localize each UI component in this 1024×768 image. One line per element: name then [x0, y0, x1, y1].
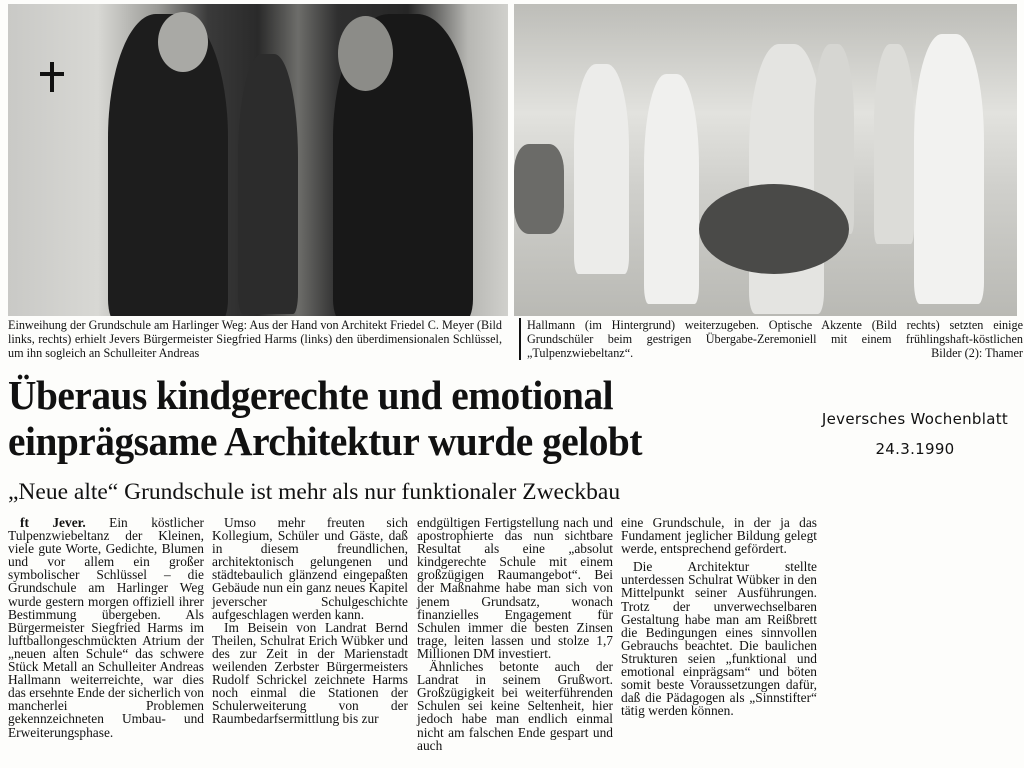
article-column-1: [8, 516, 204, 739]
paragraph: ft Jever. Ein köstlicher Tulpenzwiebeltanz der Kleinen, viele gute Worte, Gedichte, Blumen und vor allem ein großer symbolischer Schlüssel – die Grundschule am Harlinger Weg wurde gestern morgen offiziell ihrer Bestimmung übergeben. Als Bürgermeister Siegfried Harms im luftballongeschmückten Atrium der „neuen alten Schule“ das schwere Stück Metall an Schulleiter Andreas Hallmann weiterreichte, war dies das ersehnte Ende der sicherlich von mancherlei Problemen gekennzeichneten Umbau- und Erweiterungsphase.: [8, 515, 204, 740]
photo-key-handover: [8, 4, 508, 316]
figure-headmaster: [238, 54, 298, 314]
handwritten-source-note: [820, 404, 1010, 464]
dateline: ft Jever.: [20, 515, 86, 530]
paragraph: Ähnliches betonte auch der Landrat in seinem Grußwort. Großzügigkeit bei weiterführenden Schulen sei keine Seltenheit, hier jedoch habe man endlich einmal nicht am falschen Ende gespart und auch: [417, 659, 613, 753]
article-column-2: [212, 516, 408, 726]
photo-credit: Bilder (2): Thamer: [931, 346, 1023, 360]
handwritten-source: Jeversches Wochenblatt: [821, 410, 1009, 428]
child-dancer: [874, 44, 914, 244]
child-dancer: [749, 44, 824, 314]
crouching-children: [699, 184, 849, 274]
paragraph: Im Beisein von Landrat Bernd Theilen, Schulrat Erich Wübker und des zur Zeit in der Marienstadt weilenden Zerbster Bürgermeisters Rudolf Schrickel zeichnete Harms noch einmal die Stationen der Schulerweiterung von der Raumbedarfsermittlung bis zur: [212, 619, 408, 727]
seated-audience: [514, 144, 564, 234]
caption-right-text: Hallmann (im Hintergrund) weiterzugeben. Optische Akzente (Bild rechts) setzten einige Grundschüler beim gestrigen Übergabe-Zeremoniell mit einem frühlingshaft-köstlichen „Tulpenzwiebeltanz“.: [527, 318, 1023, 360]
photo-caption-right: [519, 318, 1023, 360]
article-subheadline: „Neue alte“ Grundschule ist mehr als nur funktionaler Zweckbau: [8, 479, 621, 505]
photo-caption-left: Einweihung der Grundschule am Harlinger Weg: Aus der Hand von Architekt Friedel C. Meyer (Bild links, rechts) erhielt Jevers Bürgermeister Siegfried Harms (links) den überdimensionalen Schlüssel, um ihn sogleich an Schulleiter Andreas: [8, 318, 502, 360]
handwritten-date: 24.3.1990: [875, 440, 955, 458]
headline-line-2: einprägsame Architektur wurde gelobt: [8, 418, 642, 464]
face-mayor: [158, 12, 208, 72]
paragraph: Umso mehr freuten sich Kollegium, Schüler und Gäste, daß in diesem freundlichen, architektonisch gelungenen und städtebaulich glänzend eingepaßten Gebäude nun ein ganz neues Kapitel jeverscher Schulgeschichte aufgeschlagen werden kann.: [212, 515, 408, 622]
headline-line-1: Überaus kindgerechte und emotional: [8, 372, 614, 418]
face-architect: [338, 16, 393, 91]
photo-tulip-dance: [514, 4, 1017, 316]
child-dancer: [914, 34, 984, 304]
paragraph: Die Architektur stellte unterdessen Schulrat Wübker in den Mittelpunkt seiner Ausführungen. Trotz der unverwechselbaren Gestaltung habe man am Reißbrett die Bedingungen eines sinnvollen Gebrauchs beachtet. Die baulichen Strukturen seien „funktional und emotional einprägsam“ und böten somit beste Voraussetzungen dafür, daß die Pädagogen als „Sinnstifter“ tätig werden können.: [621, 559, 817, 719]
paragraph: eine Grundschule, in der ja das Fundament jeglicher Bildung gelegt werde, entsprechend gefördert.: [621, 515, 817, 557]
child-dancer: [574, 64, 629, 274]
article-column-4: [621, 516, 817, 717]
child-dancer: [644, 74, 699, 304]
paragraph: endgültigen Fertigstellung nach und apostrophierte das nun sichtbare Resultat als eine „absolut kindgerechte Schule mit einem großzügigen Raumangebot“. Bei der Maßnahme habe man sich von jenem Grundsatz, wonach finanzielles Engagement für Schulen immer die besten Zinsen trage, leiten lassen und stolze 1,7 Millionen DM investiert.: [417, 515, 613, 661]
article-column-3: [417, 516, 613, 752]
article-headline: [8, 372, 776, 464]
